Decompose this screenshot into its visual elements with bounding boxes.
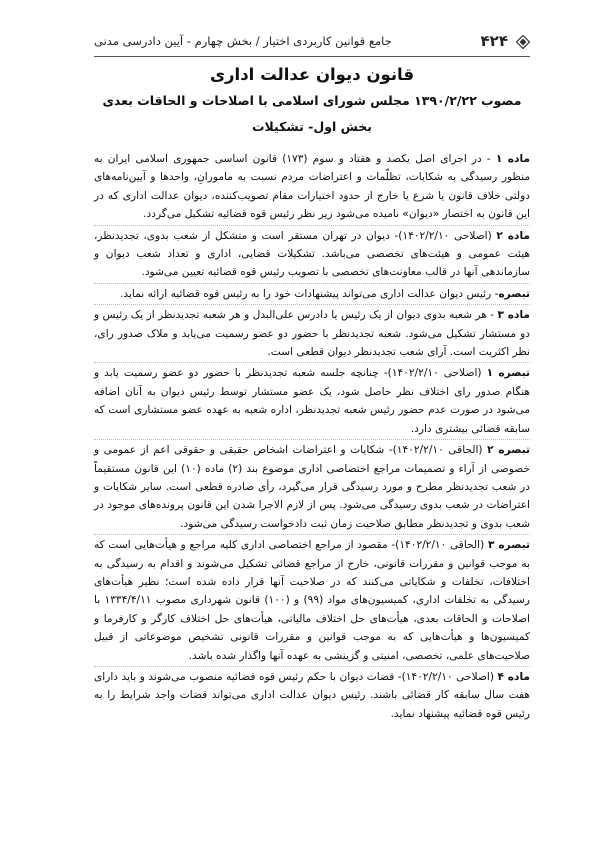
- note-text: (الحاقی ۱۴۰۲/۲/۱۰)- مقصود از مراجع اختصاصی اداری کلیه مراجع و هیأت‌هایی است که به موجب قوانین و مقررات قانونی، خارج از مراجع قضائی تشکیل می‌شوند و اقدام به رسیدگی به اختلافات، تخلفات و شکایاتی می‌کنند که در صلاحیت آنها قرار داده شده است؛ نظیر هیأت‌های رسیدگی به تخلفات اداری، کمیسیون‌های مواد (۹۹) و (۱۰۰) قانون شهرداری مصوب ۱۳۳۴/۴/۱۱ با اصلاحات و الحاقات بعدی، هیأت‌های حل اختلاف مالیاتی، هیأت‌های حل اختلاف کارگر و کارفرما و کمیسیون‌ها و هیأت‌هایی که به موجب قوانین و مقررات قانونی تشخیص موضوعاتی از قبیل صلاحیت‌های علمی، تخصصی، امنیتی و گزینشی به عهده آنها واگذار شده باشد.: [94, 539, 530, 662]
- article-2: [94, 227, 530, 284]
- body-text: [94, 150, 530, 725]
- note-article-2: [94, 285, 530, 305]
- law-subtitle: مصوب ۱۳۹۰/۲/۲۲ مجلس شورای اسلامی با اصلاحات و الحاقات بعدی: [102, 93, 522, 108]
- note-text: (الحاقی ۱۴۰۲/۲/۱۰)- شکایات و اعتراضات اشخاص حقیقی و حقوقی اعم از عمومی و خصوصی از آراء و تصمیمات مراجع اختصاصی اداری موضوع بند (۲) ماده (۱۰) این قانون مستقیماً در شعب تجدیدنظر مطرح و مورد رسیدگی قرار می‌گیرد، رأی صادره قطعی است. سایر شکایات و اعتراضات در شعب بدوی رسیدگی می‌شود. پس از لازم الاجرا شدن این قانون پرونده‌های موجود در شعب بدوی و تجدیدنظر مطابق صلاحیت زمان ثبت دادخواست رسیدگی می‌شود.: [94, 444, 531, 530]
- page-number: ۴۲۴: [480, 32, 508, 50]
- section-title: بخش اول- تشکیلات: [251, 119, 372, 134]
- article-text: (اصلاحی ۱۴۰۲/۲/۱۰)- قضات دیوان با حکم رئیس قوه قضائیه منصوب می‌شوند و باید دارای هفت سال سابقه کار قضائی باشند. رئیس دیوان عدالت اداری می‌تواند قضات واجد شرایط را به رئیس قوه قضائیه پیشنهاد نماید.: [94, 670, 530, 720]
- title-block: [94, 62, 530, 140]
- article-4: [94, 668, 530, 724]
- note-lead: تبصره ۲: [487, 444, 531, 457]
- note-text: - رئیس دیوان عدالت اداری می‌تواند پیشنهادات خود را به رئیس قوه قضائیه ارائه نماید.: [120, 287, 499, 300]
- running-title: جامع قوانین کاربردی اختیار / بخش چهارم - آیین دادرسی مدنی: [94, 34, 392, 48]
- note-lead: تبصره ۱: [486, 367, 530, 380]
- article-text: - در اجرای اصل یکصد و هفتاد و سوم (۱۷۳) قانون اساسی جمهوری اسلامی ایران به منظور رسیدگی به شکایات، تظلّمات و اعتراضات مردم نسبت به مامورانِ، واحدها و آیین‌نامه‌های دولتی خلاف قانون یا شرع یا خارج از حدود اختیارات مقام تصویب‌کننده، دیوان عدالت اداری که در این قانون به اختصار «دیوان» نامیده می‌شود زیر نظر رئیس قوه قضائیه تشکیل می‌گردد.: [94, 153, 530, 221]
- article-1: [94, 150, 530, 226]
- article-lead: ماده ۱: [495, 153, 530, 165]
- note-lead: تبصره ۳: [487, 539, 531, 552]
- note-2-article-3: [94, 441, 530, 535]
- header-divider: [94, 56, 530, 57]
- note-lead: تبصره: [498, 287, 530, 300]
- header-page-number-group: [481, 32, 530, 50]
- article-lead: ماده ۴: [497, 670, 530, 683]
- article-lead: ماده ۲: [496, 229, 530, 242]
- article-lead: ماده ۳: [497, 309, 530, 322]
- article-text: - هر شعبه بدوی دیوان از یک رئیس یا دادرس علی‌البدل و هر شعبه تجدیدنظر از یک رئیس و دو مستشار تشکیل می‌شود. شعبه تجدیدنظر با حضور دو عضو رسمیت می‌یابد و ملاک صدور رای، نظر اکثریت است. آرای شعب تجدیدنظر دیوان قطعی است.: [94, 309, 530, 359]
- article-text: (اصلاحی ۱۴۰۲/۲/۱۰)- دیوان در تهران مستقر است و متشکل از شعب بدوی، تجدیدنظر، هیئت عمومی و هیئت‌های تخصصی می‌باشد. تشکیلات قضایی، اداری و تعداد شعب دیوان و سازماندهی آنها در قالب معاونت‌های تخصصی با تصویب رئیس قوه قضائیه تعیین می‌شود.: [94, 229, 530, 279]
- article-3: [94, 306, 530, 363]
- page-header: [94, 30, 530, 52]
- note-1-article-3: [94, 364, 530, 440]
- diamond-icon: [516, 34, 530, 48]
- note-3-article-3: [94, 536, 530, 667]
- note-text: (اصلاحی ۱۴۰۲/۲/۱۰)- چنانچه جلسه شعبه تجدیدنظر با حضور دو عضو رسمیت یابد و هنگام صدور رای اختلاف نظر حاصل شود، یک عضو مستشار توسط رئیس دیوان به آنان اضافه می‌شود در صورت عدم حضور رئیس شعبه تجدیدنظر، اداره شعبه به عهده عضو مستشاری است که سابقه قضائی بیشتری دارد.: [94, 367, 530, 435]
- law-title: قانون دیوان عدالت اداری: [209, 65, 415, 84]
